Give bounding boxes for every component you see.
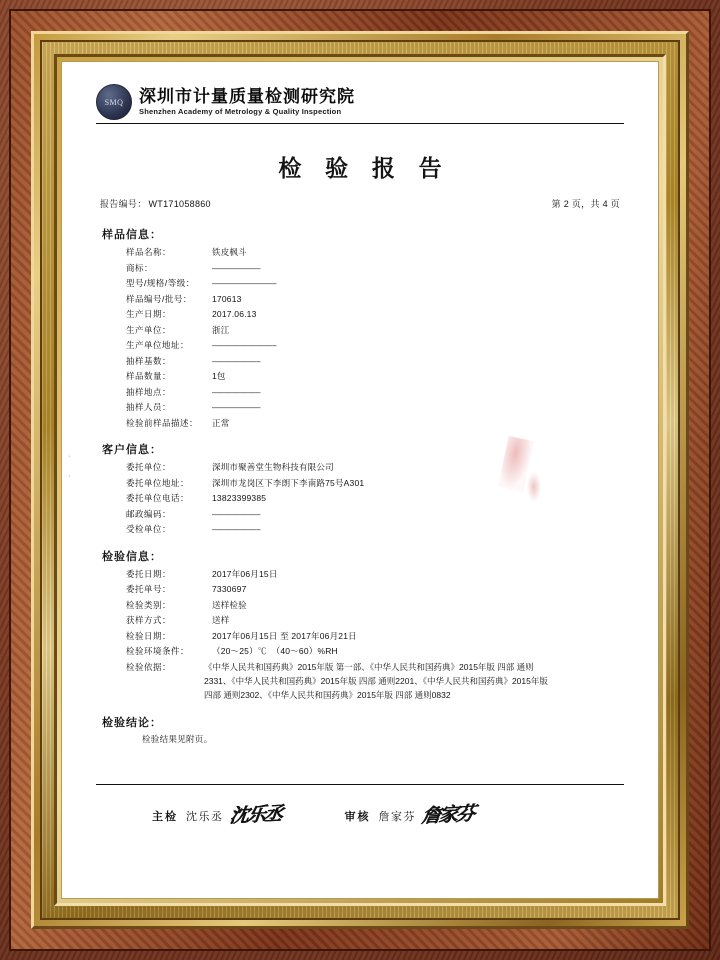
field-key: 检验前样品描述： <box>126 417 199 428</box>
field-list <box>96 245 624 431</box>
field-key: 委托日期： <box>126 568 172 579</box>
frame-band-gold-outer <box>31 31 689 929</box>
field-key: 邮政编码： <box>126 508 172 519</box>
field-value: 1包 <box>212 371 226 381</box>
document-header <box>96 84 624 124</box>
section-inspection-info <box>96 548 624 702</box>
field-row <box>126 369 624 385</box>
field-value: 2017年06月15日 至 2017年06月21日 <box>212 630 357 641</box>
field-row <box>126 582 624 598</box>
basis-line: 2331、《中华人民共和国药典》2015年版 四部 通则2201、《中华人民共和国药典》2015年版 <box>204 675 548 686</box>
section-client-info <box>96 441 624 538</box>
document-mat <box>61 61 659 899</box>
field-value: 深圳市聚善堂生物科技有限公司 <box>212 462 334 472</box>
field-value: ———————— <box>212 278 276 288</box>
signature-typed-name: 詹家芬 <box>378 811 417 823</box>
field-value: 送样 <box>212 615 230 625</box>
field-key: 获样方式： <box>126 615 172 625</box>
field-value: 2017年06月15日 <box>212 568 278 579</box>
field-value: —————— <box>212 386 260 397</box>
field-value: 深圳市龙岗区下李朗下李南路75号A301 <box>212 477 365 488</box>
page-indicator: 第 2 页，共 4 页 <box>551 199 620 209</box>
section-conclusion <box>96 714 624 745</box>
field-value: 送样检验 <box>212 599 247 610</box>
field-key: 委托单位： <box>126 462 172 472</box>
field-row <box>126 307 624 323</box>
field-row <box>126 416 624 432</box>
signature-inspector <box>152 797 282 828</box>
section-title: 检验信息： <box>102 550 162 563</box>
field-key: 生产单位地址： <box>126 340 190 350</box>
signature-reviewer <box>344 797 475 828</box>
field-row <box>126 354 624 370</box>
field-value: 170613 <box>212 293 242 304</box>
field-list <box>96 460 624 538</box>
field-row <box>126 598 624 614</box>
field-key: 检验类别： <box>126 599 172 610</box>
field-row <box>126 338 624 354</box>
field-row <box>126 629 624 645</box>
field-row <box>126 476 624 492</box>
field-row <box>126 323 624 339</box>
field-key: 样品编号/批号： <box>126 293 192 304</box>
signature-label: 主检 <box>152 811 178 823</box>
field-value: —————— <box>212 402 260 412</box>
field-row <box>126 261 624 277</box>
field-key: 型号/规格/等级： <box>126 278 195 288</box>
field-key: 样品名称： <box>126 247 172 257</box>
frame-inner-bevel <box>54 54 666 906</box>
report-meta-row <box>96 197 624 210</box>
field-row <box>126 522 624 538</box>
field-row <box>126 613 624 629</box>
frame-band-gold-ribbed <box>40 40 680 920</box>
section-title: 样品信息： <box>102 229 162 241</box>
frame-band-wood <box>9 9 711 951</box>
field-row <box>126 276 624 292</box>
page-title: 检 验 报 告 <box>278 156 451 181</box>
organization-names <box>139 87 355 116</box>
basis-line: 四部 通则2302、《中华人民共和国药典》2015年版 四部 通则0832 <box>204 689 451 700</box>
field-key: 委托单位地址： <box>126 477 190 488</box>
field-row <box>126 507 624 523</box>
field-key: 检验环境条件： <box>126 646 190 656</box>
field-key: 委托单号： <box>126 584 172 594</box>
field-key: 受检单位： <box>126 524 172 534</box>
field-value: —————— <box>212 262 260 273</box>
field-list <box>96 567 624 702</box>
field-value: 2017.06.13 <box>212 309 257 319</box>
signature-label: 审核 <box>344 811 371 823</box>
inspection-basis <box>126 660 624 702</box>
report-number-value: WT171058860 <box>148 199 211 209</box>
report-number-label: 报告编号： <box>100 199 147 209</box>
field-value: （20～25）℃ （40～60）%RH <box>212 646 338 656</box>
signature-area <box>96 784 624 828</box>
field-key: 委托单位电话： <box>126 493 190 503</box>
field-value <box>204 660 624 702</box>
field-row <box>126 460 624 476</box>
conclusion-text: 检验结果见附页。 <box>142 733 213 744</box>
field-key: 检验日期： <box>126 630 172 641</box>
field-row <box>126 644 624 660</box>
field-value: —————— <box>212 508 260 519</box>
field-value: 13823399385 <box>212 493 267 503</box>
field-value: 7330697 <box>212 584 247 594</box>
signature-typed-name: 沈乐丞 <box>186 811 224 823</box>
field-row <box>126 491 624 507</box>
organization-name-en: Shenzhen Academy of Metrology & Quality Inspection <box>139 106 342 116</box>
field-row <box>126 400 624 416</box>
signature-divider <box>96 784 624 785</box>
field-key: 生产单位： <box>126 324 172 335</box>
signature-handwriting: 詹家芬 <box>420 803 475 828</box>
field-key: 商标： <box>126 262 154 273</box>
field-row <box>126 567 624 583</box>
field-key: 样品数量： <box>126 371 172 381</box>
academy-logo-icon: SMQ <box>96 84 132 120</box>
field-value: ———————— <box>212 340 276 350</box>
field-value: 浙江 <box>212 324 230 335</box>
section-title: 检验结论： <box>102 716 162 729</box>
signature-row <box>96 797 624 828</box>
page-edge-marks: · · <box>68 452 71 480</box>
field-value: 铁皮枫斗 <box>212 247 247 257</box>
field-value: —————— <box>212 355 260 366</box>
inspection-report-page <box>62 62 658 898</box>
field-row <box>126 292 624 308</box>
field-key: 生产日期： <box>126 309 172 319</box>
signature-handwriting: 沈乐丞 <box>227 803 282 828</box>
organization-name-cn: 深圳市计量质量检测研究院 <box>139 87 355 107</box>
field-key: 抽样基数： <box>126 355 172 366</box>
field-key: 抽样人员： <box>126 402 172 412</box>
basis-line: 《中华人民共和国药典》2015年版 第一部、《中华人民共和国药典》2015年版 四部 通则 <box>204 661 534 672</box>
field-row <box>126 245 624 261</box>
section-title: 客户信息： <box>102 444 162 456</box>
field-key: 检验依据： <box>126 661 172 672</box>
field-key: 抽样地点： <box>126 386 172 397</box>
report-number <box>100 197 211 210</box>
field-value: 正常 <box>212 417 230 428</box>
section-sample-info <box>96 226 624 431</box>
field-value: —————— <box>212 524 260 534</box>
field-row <box>126 385 624 401</box>
